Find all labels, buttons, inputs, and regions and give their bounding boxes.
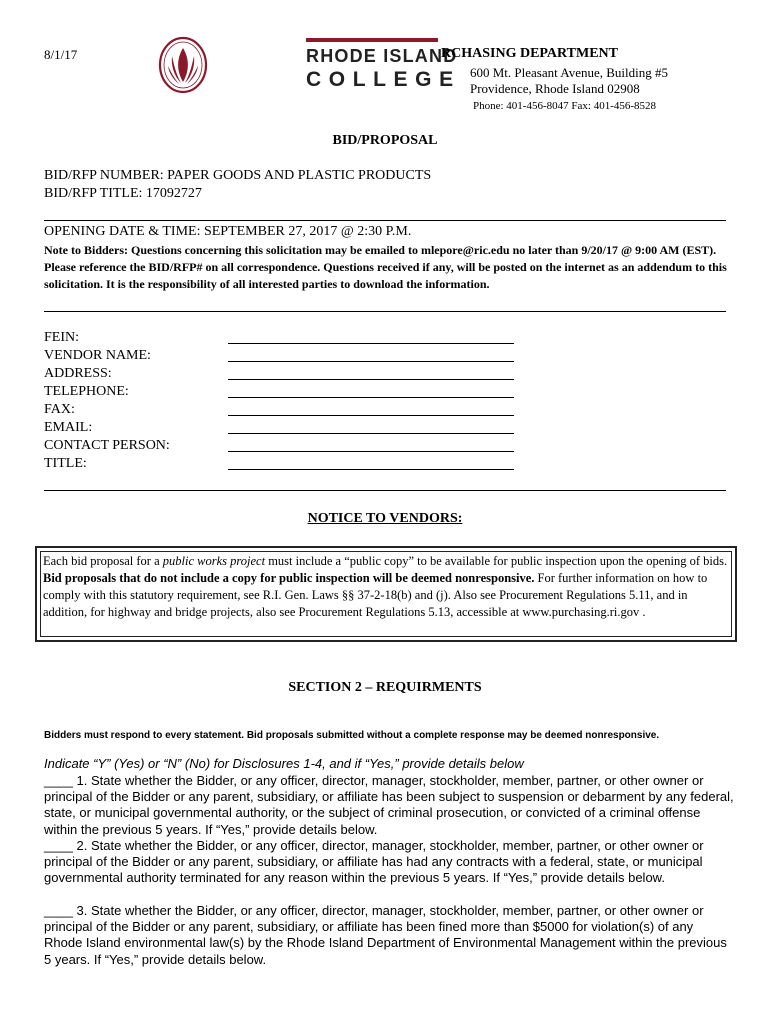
divider-top bbox=[44, 220, 726, 221]
department-address bbox=[470, 65, 668, 97]
field-label: TITLE: bbox=[44, 456, 87, 471]
bidders-note: Bidders must respond to every statement. Bid proposals submitted without a complete response may be deemed nonresponsive. bbox=[44, 730, 660, 741]
notice-text-part: For further information on how to comply with this statutory requirement, see R.I. Gen. Laws §§ 37-2-18(b) and (j). Also see Procurement Regulations 5.11, and in addition, for highway and bridge projects, also see Procurement Regulations 5.13, accessible at www.purchasing.ri.gov . bbox=[43, 571, 708, 619]
notice-text-part: must include a “public copy” to be available for public inspection upon the opening of bids. bbox=[265, 554, 728, 568]
field-label: FAX: bbox=[44, 402, 75, 417]
document-date: 8/1/17 bbox=[44, 47, 78, 62]
field-label: TELEPHONE: bbox=[44, 384, 129, 399]
field-label: CONTACT PERSON: bbox=[44, 438, 170, 453]
phone-fax: Phone: 401-456-8047 Fax: 401-456-8528 bbox=[473, 100, 657, 112]
address-line2: Providence, Rhode Island 02908 bbox=[470, 81, 640, 96]
vendor-name-input-line[interactable] bbox=[228, 361, 514, 362]
divider-note bbox=[44, 311, 726, 312]
note-to-bidders: Note to Bidders: Questions concerning this solicitation may be emailed to mlepore@ric.edu no later than 9/20/17 @ 9:00 AM (EST). Please reference the BID/RFP# on all correspondence. Questions received if any, will be posted on the internet as an addendum to this solicitation. It is the responsibility of all interested parties to download the information. bbox=[44, 243, 727, 291]
bid-proposal-heading: BID/PROPOSAL bbox=[332, 133, 438, 148]
field-label: EMAIL: bbox=[44, 420, 93, 435]
notice-text-bold: Bid proposals that do not include a copy for public inspection will be deemed nonresponsive. bbox=[43, 571, 535, 585]
title-input-line[interactable] bbox=[228, 469, 514, 470]
college-logo bbox=[306, 38, 461, 96]
bid-number-line: BID/RFP NUMBER: PAPER GOODS AND PLASTIC PRODUCTS bbox=[44, 168, 432, 183]
field-label: VENDOR NAME: bbox=[44, 348, 151, 363]
telephone-input-line[interactable] bbox=[228, 397, 514, 398]
address-line1: 600 Mt. Pleasant Avenue, Building #5 bbox=[470, 65, 668, 80]
logo-line1: RHODE ISLAND bbox=[306, 46, 458, 66]
opening-date: OPENING DATE & TIME: SEPTEMBER 27, 2017 @ 2:30 P.M. bbox=[44, 224, 412, 239]
fax-input-line[interactable] bbox=[228, 415, 514, 416]
section2-title: SECTION 2 – REQUIRMENTS bbox=[288, 680, 482, 695]
bid-info bbox=[44, 167, 431, 203]
email-input-line[interactable] bbox=[228, 433, 514, 434]
disclosure-1: ____ 1. State whether the Bidder, or any officer, director, manager, stockholder, member, partner, or other owner or principal of the Bidder or any parent, subsidiary, or affiliate has been subject to suspension or debarment by any federal, state, or municipal governmental authority, or the subject of criminal prosecution, or convicted of a criminal offense within the previous 5 years. If “Yes,” provide details below. bbox=[44, 773, 734, 837]
notice-box bbox=[35, 546, 737, 642]
contact-person-input-line[interactable] bbox=[228, 451, 514, 452]
disclosure-3: ____ 3. State whether the Bidder, or any officer, director, manager, stockholder, member, partner, or other owner or principal of the Bidder or any parent, subsidiary, or affiliate has been fined more than $5000 for violation(s) of any Rhode Island environmental law(s) by the Rhode Island Department of Environmental Management within the previous 5 years. If “Yes,” provide details below. bbox=[44, 903, 727, 967]
notice-text-part: Each bid proposal for a bbox=[43, 554, 163, 568]
notice-text-italic: public works project bbox=[162, 554, 266, 568]
fein-input-line[interactable] bbox=[228, 343, 514, 344]
disclosure-2: ____ 2. State whether the Bidder, or any officer, director, manager, stockholder, member, partner, or other owner or principal of the Bidder or any parent, subsidiary, or affiliate has had any contracts with a federal, state, or municipal governmental authority terminated for any reason within the previous 5 years. If “Yes,” provide details below. bbox=[44, 838, 704, 886]
college-seal-icon bbox=[157, 36, 209, 94]
notice-title: NOTICE TO VENDORS: bbox=[307, 511, 463, 526]
department-name: RCHASING DEPARTMENT bbox=[441, 46, 618, 61]
bid-title-line: BID/RFP TITLE: 17092727 bbox=[44, 186, 202, 201]
logo-line2: COLLEGE bbox=[306, 68, 461, 91]
logo-bar bbox=[306, 38, 438, 42]
field-label: FEIN: bbox=[44, 330, 79, 345]
address-input-line[interactable] bbox=[228, 379, 514, 380]
divider-fields bbox=[44, 490, 726, 491]
field-label: ADDRESS: bbox=[44, 366, 112, 381]
indicate-instruction: Indicate “Y” (Yes) or “N” (No) for Disclosures 1-4, and if “Yes,” provide details below bbox=[44, 756, 524, 771]
notice-text bbox=[43, 553, 731, 621]
